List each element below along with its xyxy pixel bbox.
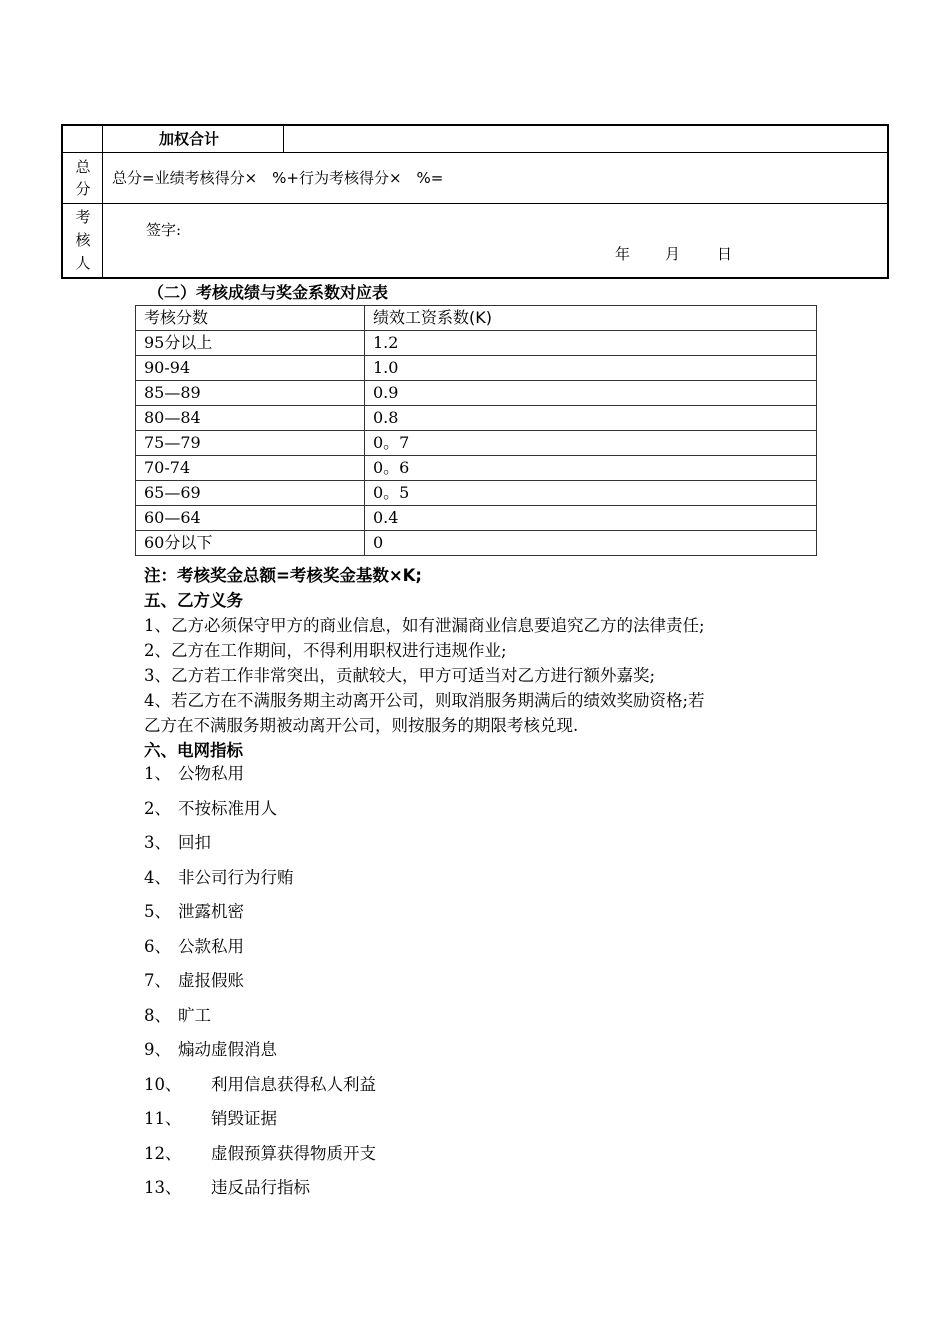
- total-score-formula: 总分=业绩考核得分× %+行为考核得分× %=: [112, 169, 444, 187]
- score-cell: 75—79: [136, 431, 365, 456]
- coef-cell: 1.2: [365, 331, 817, 356]
- coef-cell: 0.9: [365, 381, 817, 406]
- list-item: 1、 公物私用: [144, 764, 244, 783]
- section5-heading: 五、乙方义务: [144, 591, 243, 610]
- list-item: 7、 虚报假账: [144, 971, 244, 990]
- score-cell: 80—84: [136, 406, 365, 431]
- table-divider: [63, 152, 887, 153]
- date-year: 年: [615, 245, 631, 263]
- list-item: 12、 虚假预算获得物质开支: [144, 1144, 376, 1163]
- obligation-item: 3、乙方若工作非常突出，贡献较大，甲方可适当对乙方进行额外嘉奖;: [144, 666, 656, 685]
- list-item: 5、 泄露机密: [144, 902, 244, 921]
- bonus-note: 注：考核奖金总额=考核奖金基数×K;: [144, 566, 423, 585]
- table-row: [136, 381, 817, 406]
- coef-cell: 0。6: [365, 456, 817, 481]
- coefficient-table: [135, 305, 817, 556]
- list-item: 2、 不按标准用人: [144, 799, 277, 818]
- score-cell: 60分以下: [136, 531, 365, 556]
- list-item: 9、 煽动虚假消息: [144, 1040, 277, 1059]
- column-header: 考核分数: [136, 306, 365, 331]
- table-header-row: [136, 306, 817, 331]
- coef-cell: 1.0: [365, 356, 817, 381]
- table-row: [136, 331, 817, 356]
- coef-cell: 0.8: [365, 406, 817, 431]
- table-row: [136, 456, 817, 481]
- table-row: [136, 406, 817, 431]
- score-cell: 65—69: [136, 481, 365, 506]
- table-row: [136, 356, 817, 381]
- date-month: 月: [665, 245, 681, 263]
- assessment-summary-table: [61, 124, 889, 279]
- list-item: 3、 回扣: [144, 833, 211, 852]
- coef-cell: 0。5: [365, 481, 817, 506]
- list-item: 13、 违反品行指标: [144, 1178, 310, 1197]
- coef-cell: 0。7: [365, 431, 817, 456]
- score-cell: 90-94: [136, 356, 365, 381]
- table-row: [136, 531, 817, 556]
- obligation-item: 2、乙方在工作期间，不得利用职权进行违规作业;: [144, 641, 507, 660]
- section6-heading: 六、电网指标: [144, 741, 243, 760]
- date-day: 日: [717, 245, 733, 263]
- column-header: 绩效工资系数(K): [365, 306, 817, 331]
- signature-label: 签字:: [146, 221, 182, 239]
- score-cell: 60—64: [136, 506, 365, 531]
- coef-cell: 0.4: [365, 506, 817, 531]
- table-divider: [283, 126, 284, 152]
- list-item: 11、 销毁证据: [144, 1109, 277, 1128]
- obligation-item: 1、乙方必须保守甲方的商业信息，如有泄漏商业信息要追究乙方的法律责任;: [144, 616, 705, 635]
- obligation-item-continued: 乙方在不满服务期被动离开公司，则按服务的期限考核兑现.: [144, 716, 579, 735]
- weighted-total-label: 加权合计: [159, 130, 220, 148]
- list-item: 4、 非公司行为行贿: [144, 868, 294, 887]
- table-row: [136, 481, 817, 506]
- score-cell: 95分以上: [136, 331, 365, 356]
- score-cell: 85—89: [136, 381, 365, 406]
- list-item: 8、 旷工: [144, 1006, 211, 1025]
- obligation-item: 4、若乙方在不满服务期主动离开公司，则取消服务期满后的绩效奖励资格;若: [144, 691, 705, 710]
- table-divider: [63, 203, 887, 204]
- total-row-label: 总 分: [75, 158, 91, 198]
- coef-section-title: （二）考核成绩与奖金系数对应表: [148, 283, 389, 302]
- list-item: 10、 利用信息获得私人利益: [144, 1075, 376, 1094]
- assessor-row-label: 考 核 人: [75, 208, 91, 272]
- coef-cell: 0: [365, 531, 817, 556]
- score-cell: 70-74: [136, 456, 365, 481]
- table-row: [136, 506, 817, 531]
- table-row: [136, 431, 817, 456]
- list-item: 6、 公款私用: [144, 937, 244, 956]
